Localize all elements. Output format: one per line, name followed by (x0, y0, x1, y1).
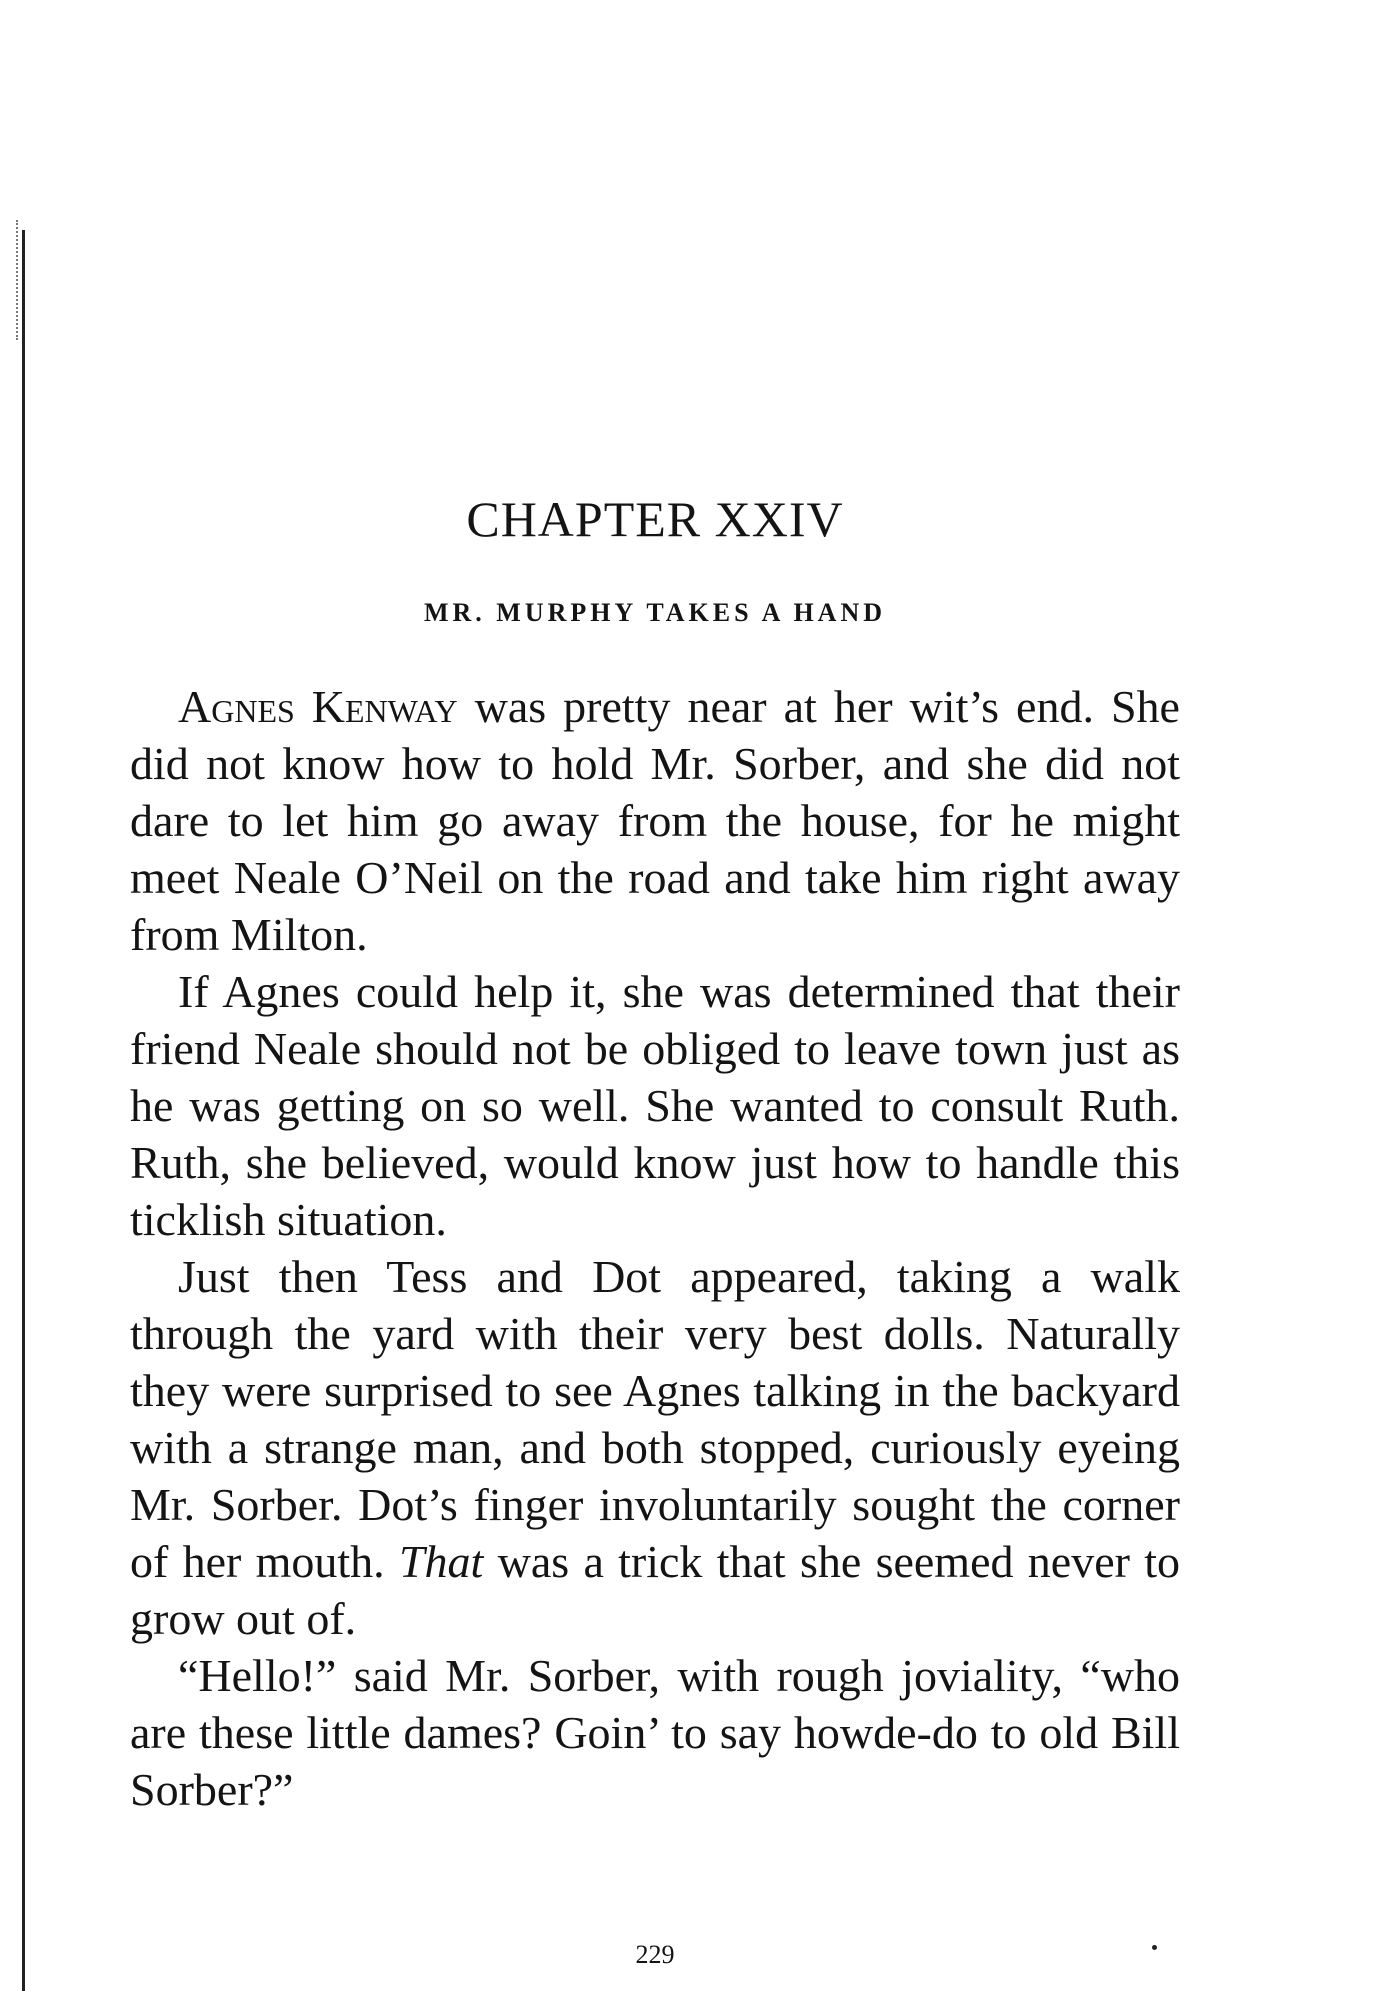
page-binding-edge (22, 230, 25, 1991)
paragraph-3 (130, 1248, 1180, 1647)
page-number: 229 (635, 1940, 675, 1969)
chapter-subtitle: MR. MURPHY TAKES A HAND (423, 598, 887, 627)
paragraph-2: If Agnes could help it, she was determined that their friend Neale should not be obliged to leave town just as he was getting on so well. She wanted to consult Ruth. Ruth, she believed, would know just how to handle this ticklish situation. (130, 966, 1180, 1245)
paragraph-1-text: was pretty near at her wit’s end. She did not know how to hold Mr. Sorber, and she did not dare to let him go away from the house, for he might meet Neale O’Neil on the road and take him right away from Milton. (130, 681, 1180, 960)
paragraph-3-text-before: Just then Tess and Dot appeared, taking a walk through the yard with their very best dolls. Naturally they were surprised to see Agnes talking in the backyard with a strange man, and both stopped, curiously eyeing Mr. Sorber. Dot’s finger involuntarily sought the corner of her mouth. (130, 1251, 1180, 1587)
binding-shadow (16, 220, 20, 340)
chapter-body (130, 678, 1180, 1818)
book-page (130, 0, 1180, 1991)
chapter-title: CHAPTER XXIV (466, 491, 844, 547)
italic-word: That (398, 1536, 484, 1587)
paragraph-1 (130, 678, 1180, 963)
print-speck (1152, 1945, 1157, 1950)
paragraph-4: “Hello!” said Mr. Sorber, with rough joviality, “who are these little dames? Goin’ to say howde-do to old Bill Sorber?” (130, 1650, 1180, 1815)
paragraph-3-text-after: was a trick that she seemed never to grow out of. (130, 1536, 1180, 1644)
opening-small-caps: Agnes Kenway (178, 681, 458, 732)
